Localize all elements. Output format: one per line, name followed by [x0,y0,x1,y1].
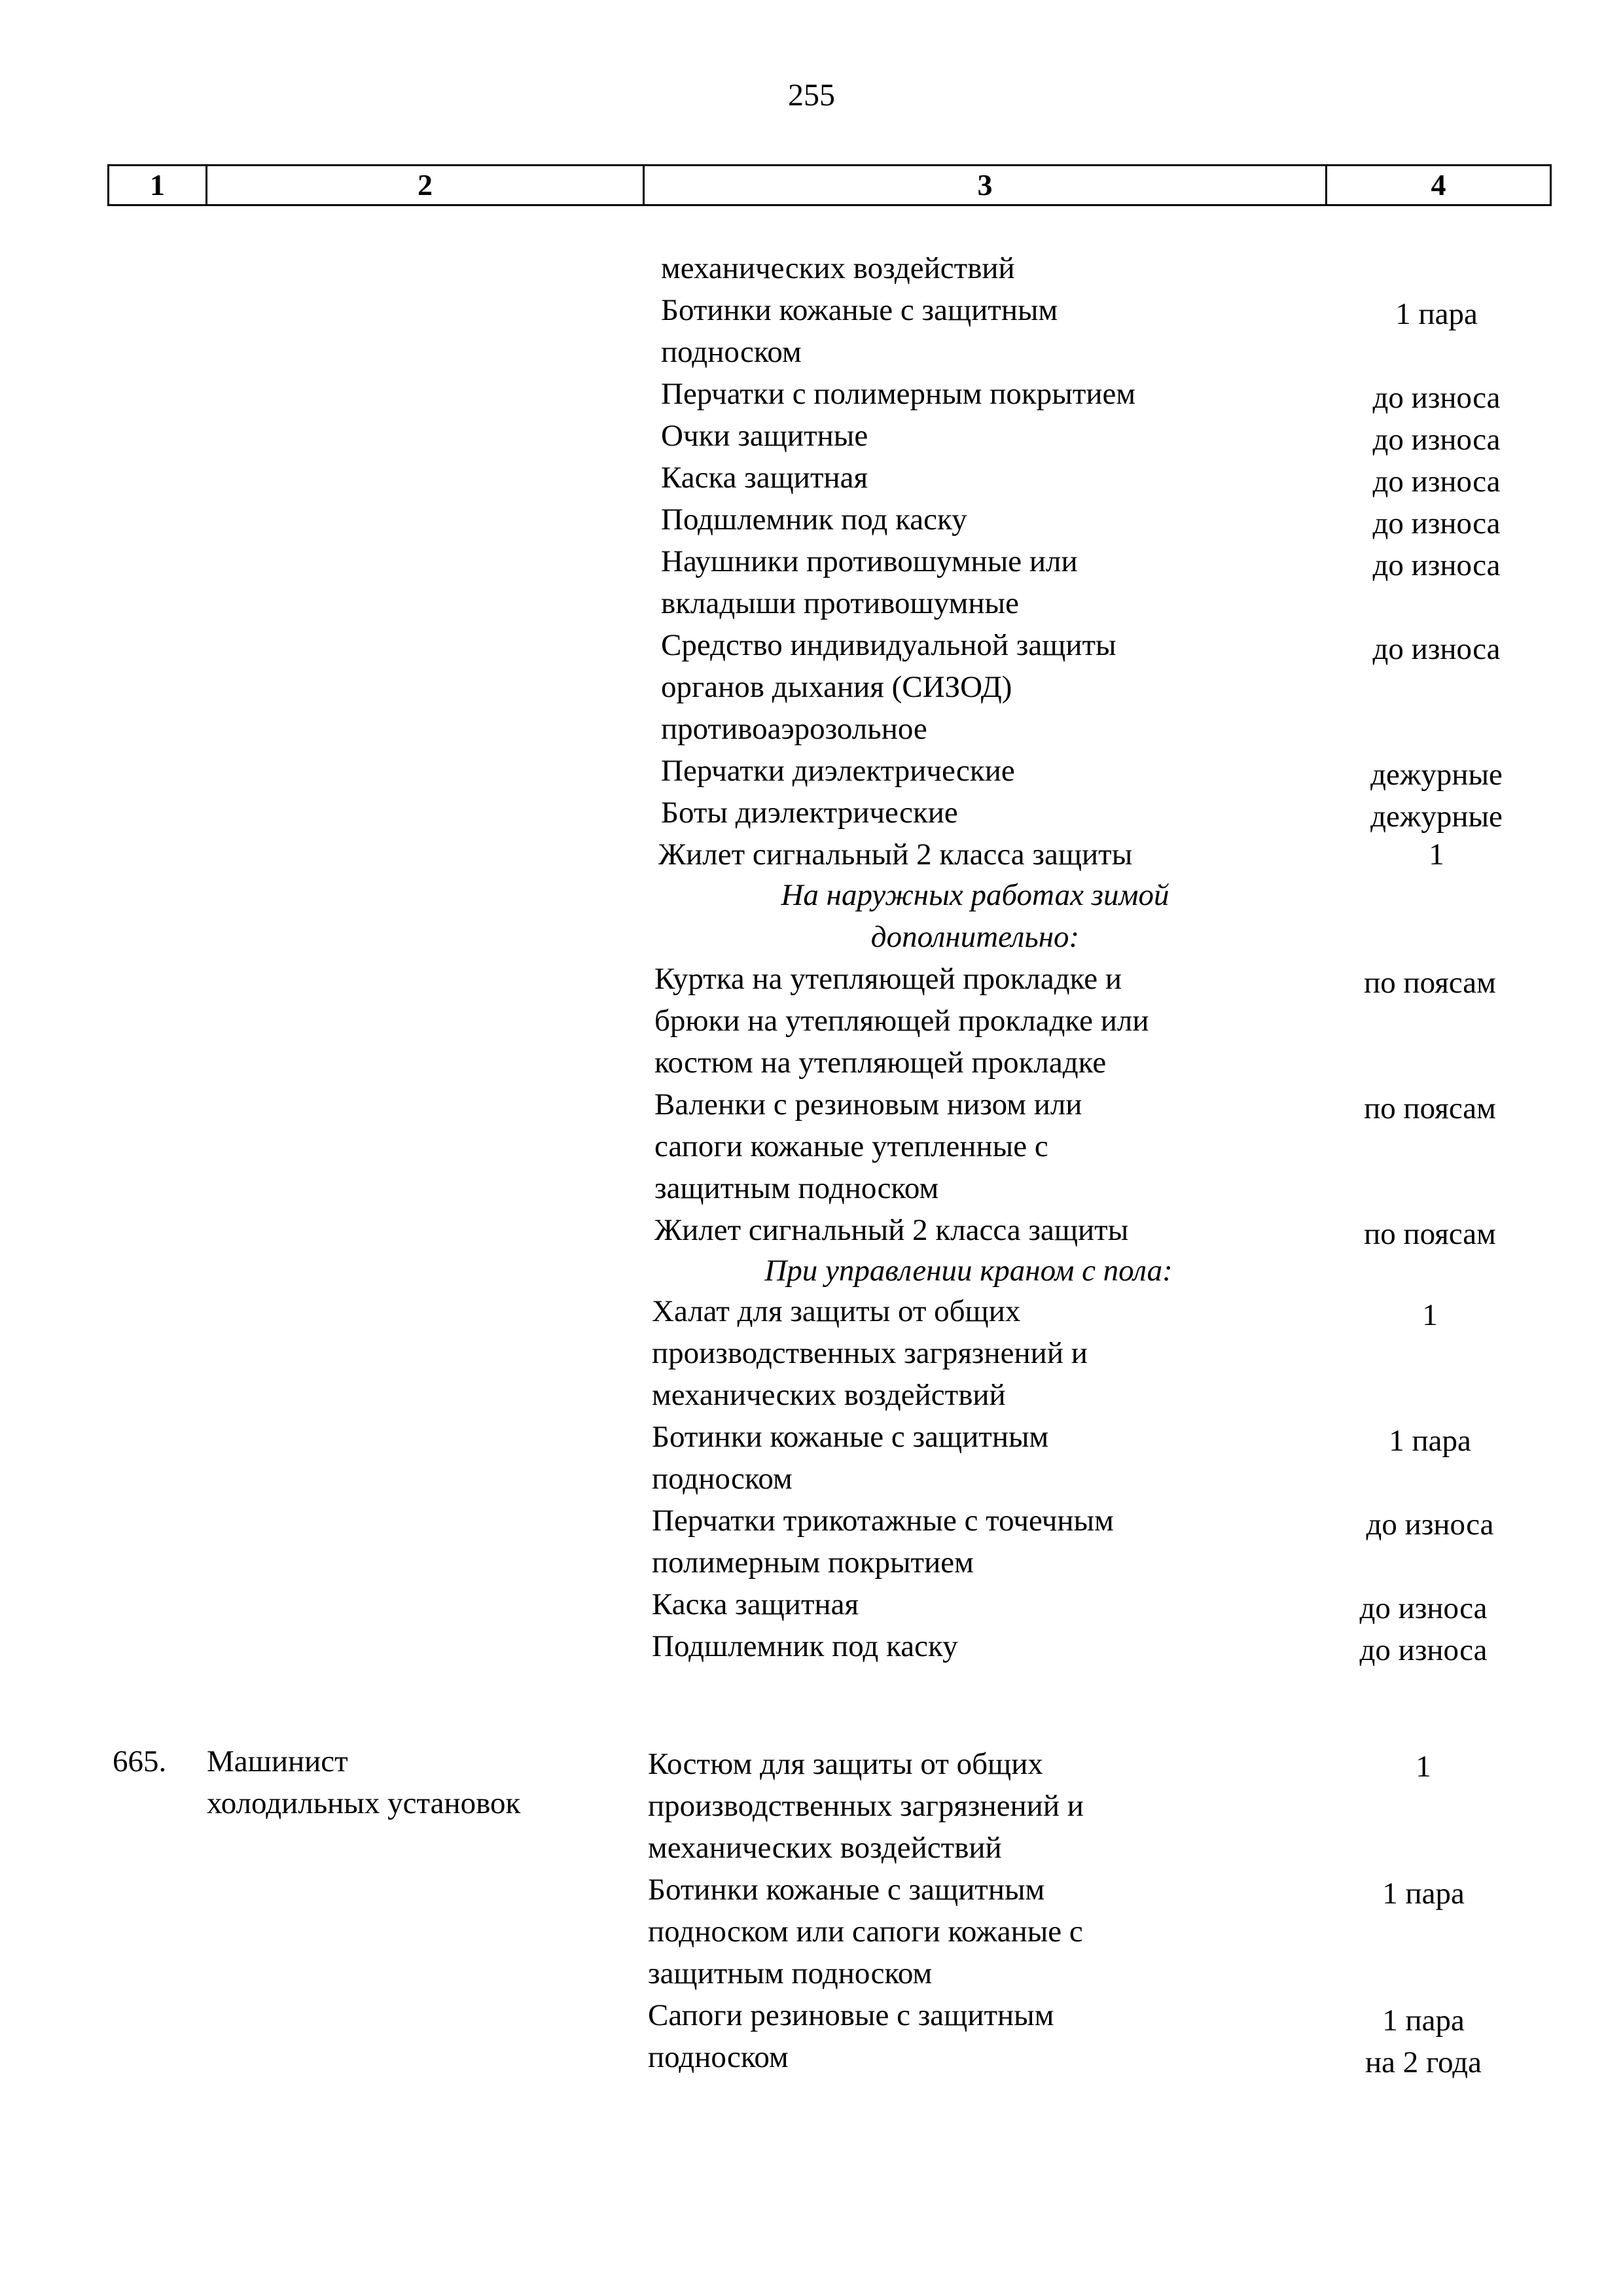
column-header-4: 4 [1327,166,1551,205]
item-name-line: Очки защитные [661,419,868,453]
item-name-line: Перчатки трикотажные с точечным [652,1504,1114,1538]
item-quantity: на 2 года [1364,2045,1482,2079]
item-quantity: по поясам [1364,1091,1496,1125]
item-name-line: Ботинки кожаные с защитным [661,293,1058,327]
item-name-line: вкладыши противошумные [661,586,1019,620]
page-number: 255 [788,78,835,113]
item-quantity: до износа [1372,548,1501,582]
item-quantity: 1 [1416,1750,1431,1784]
item-name-line: защитным подноском [654,1171,939,1205]
entry-number: 665. [113,1744,167,1778]
item-name-line: механических воздействий [648,1831,1002,1865]
item-name-line: Подшлемник под каску [652,1629,958,1663]
item-name-line: подноском [661,335,802,369]
item-quantity: дежурные [1370,758,1503,792]
item-name-line: органов дыхания (СИЗОД) [661,670,1012,704]
item-name-line: Костюм для защиты от общих [648,1747,1043,1781]
item-name-line: полимерным покрытием [652,1545,974,1580]
column-header-table [107,164,1552,206]
item-quantity: по поясам [1364,966,1496,1000]
item-name-line: Куртка на утепляющей прокладке и [654,962,1122,996]
item-name-line: костюм на утепляющей прокладке [654,1046,1107,1080]
item-quantity: 1 [1422,1298,1438,1332]
profession-name: Машинист [207,1744,348,1778]
item-quantity: 1 [1429,838,1444,872]
item-quantity: до износа [1372,423,1501,457]
column-header-3: 3 [644,166,1327,205]
item-name-line: Валенки с резиновым низом или [654,1087,1082,1122]
item-name-line: производственных загрязнений и [648,1789,1084,1823]
item-quantity: до износа [1372,465,1501,499]
item-name-line: Жилет сигнальный 2 класса защиты [654,1213,1129,1247]
item-name-line: Ботинки кожаные с защитным [652,1420,1049,1454]
item-quantity: 1 пара [1389,1424,1471,1458]
item-quantity: до износа [1372,632,1501,666]
item-quantity: 1 пара [1382,2004,1465,2038]
column-header-2: 2 [207,166,644,205]
subheading-crane: При управлении краном с пола: [764,1254,1173,1288]
item-name-line: брюки на утепляющей прокладке или [654,1004,1149,1038]
profession-name: холодильных установок [207,1786,521,1820]
item-name-line: Каска защитная [661,461,868,495]
item-quantity: дежурные [1370,800,1503,834]
item-name-line: защитным подноском [648,1956,933,1990]
item-name-line: подноском [648,2040,789,2074]
item-name-line: производственных загрязнений и [652,1336,1088,1370]
item-quantity: до износа [1359,1633,1488,1667]
item-quantity: до износа [1359,1591,1488,1625]
item-name-line: механических воздействий [661,251,1015,285]
item-quantity: по поясам [1364,1217,1496,1251]
item-name-line: подноском [652,1462,793,1496]
item-name-line: Жилет сигнальный 2 класса защиты [658,838,1133,872]
item-quantity: до износа [1372,381,1501,415]
item-name-line: Халат для защиты от общих [652,1294,1021,1328]
subheading-winter: дополнительно: [870,920,1080,954]
item-name-line: Средство индивидуальной защиты [661,628,1116,662]
item-name-line: Сапоги резиновые с защитным [648,1998,1054,2032]
item-name-line: Подшлемник под каску [661,503,967,537]
item-name-line: Каска защитная [652,1587,859,1621]
item-name-line: противоаэрозольное [661,712,927,746]
item-quantity: 1 пара [1382,1877,1465,1911]
item-name-line: Наушники противошумные или [661,544,1078,578]
subheading-winter: На наружных работах зимой [781,878,1169,912]
item-name-line: сапоги кожаные утепленные с [654,1129,1048,1163]
column-header-1: 1 [109,166,207,205]
item-quantity: 1 пара [1395,297,1478,331]
item-quantity: до износа [1366,1508,1494,1542]
item-name-line: Перчатки диэлектрические [661,754,1015,788]
item-quantity: до износа [1372,506,1501,540]
item-name-line: механических воздействий [652,1378,1006,1412]
item-name-line: Боты диэлектрические [661,796,958,830]
item-name-line: Перчатки с полимерным покрытием [661,377,1136,411]
item-name-line: Ботинки кожаные с защитным [648,1873,1045,1907]
item-name-line: подноском или сапоги кожаные с [648,1915,1083,1949]
